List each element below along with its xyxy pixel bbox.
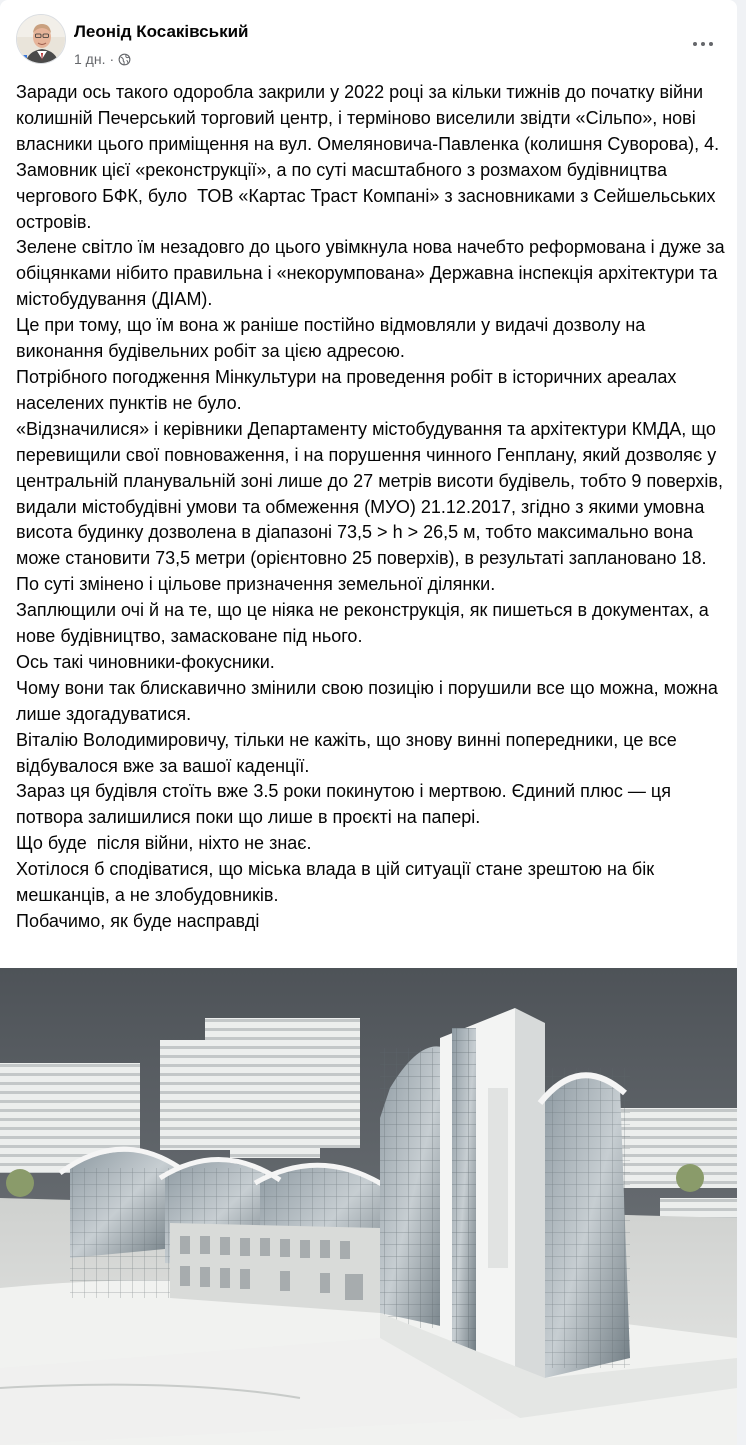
post-time[interactable]: 1 дн. xyxy=(74,51,106,67)
post-paragraph: Чому вони так блискавично змінили свою позицію і порушили все що можна, можна лише здогадуватися. xyxy=(16,677,723,724)
architectural-model-image xyxy=(0,968,737,1445)
post-paragraph: Хотілося б сподіватися, що міська влада в цій ситуації стане зрештою на бік мешканців, а не злобудовників. xyxy=(16,859,660,906)
post-paragraph: Зелене світло їм незадовго до цього увімкнула нова начебто реформована і дуже за обіцянками нібито правильна і «некорумпована» Державна інспекція архітектури та містобудування (ДІАМ). xyxy=(16,237,730,310)
more-options-button[interactable] xyxy=(685,26,721,62)
post-photo[interactable] xyxy=(0,968,737,1445)
post-paragraph: Це при тому, що їм вона ж раніше постійно відмовляли у видачі дозволу на виконання будівельних робіт за цією адресою. xyxy=(16,315,651,362)
post-paragraph: Замовник цієї «реконструкції», а по суті масштабного з розмахом будівництва чергового БФК, було ТОВ «Картас Траст Компані» з засновниками з Сейшельських островів. xyxy=(16,159,721,232)
post-paragraph: Ось такі чиновники-фокусники. xyxy=(16,651,275,672)
post-paragraph: Заради ось такого одоробла закрили у 2022 році за кільки тижнів до початку війни колишній Печерський торговий центр, і терміново виселили звідти «Сільпо», нові власники цього приміщення на вул. Омеляновича-Павленка (колишня Суворова), 4. xyxy=(16,82,720,154)
post-paragraph: «Відзначилися» і керівники Департаменту містобудування та архітектури КМДА, що перевищили свої повноваження, і на порушення чинного Генплану, який дозволяє у центральній планувальній зоні лише до 27 метрів висоти будівель, тобто 9 поверхів, видали містобудівні умови та обмеження (МУО) 21.12.2017, згідно з якими умовна висота будинку дозволена в діапазоні 73,5 > h > 26,5 м, тобто максимально вона може становити 73,5 метри (орієнтовно 25 поверхів), в результаті заплановано 18. По суті змінено і цільове призначення земельної ділянки. xyxy=(16,418,728,595)
post-paragraph: Що буде після війни, ніхто не знає. xyxy=(16,833,312,854)
avatar-image xyxy=(17,15,66,64)
post-paragraph: Віталію Володимировичу, тільки не кажіть, що знову винні попередники, це все відбувалося вже за вашої каденції. xyxy=(16,729,682,776)
avatar[interactable] xyxy=(16,14,66,64)
meta-separator: · xyxy=(109,51,115,67)
author-name[interactable]: Леонід Косаківський xyxy=(74,22,249,41)
globe-icon[interactable] xyxy=(118,53,131,66)
post-header xyxy=(16,14,721,70)
post-message xyxy=(16,80,728,935)
post-paragraph: Потрібного погодження Мінкультури на проведення робіт в історичних ареалах населених пунктів не було. xyxy=(16,366,682,413)
post-paragraph: Зараз ця будівля стоїть вже 3.5 роки покинутою і мертвою. Єдиний плюс — ця потвора залишилися поки що лише в проєкті на папері. xyxy=(16,781,676,828)
more-horizontal-icon xyxy=(693,42,697,46)
post-paragraph: Побачимо, як буде насправді xyxy=(16,911,260,931)
post-paragraph: Заплющили очі й на те, що це ніяка не реконструкція, як пишеться в документах, а нове будівництво, замасковане під нього. xyxy=(16,600,714,647)
post-meta xyxy=(74,51,131,67)
